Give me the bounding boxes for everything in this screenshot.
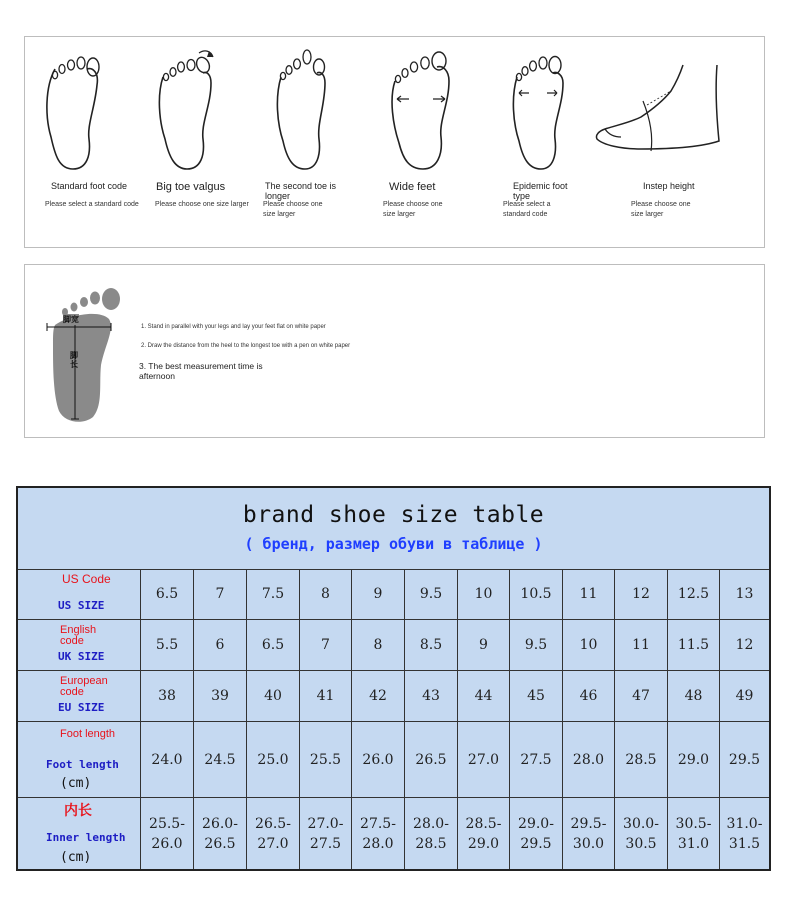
- table-row: [18, 722, 769, 798]
- foot-outline-icon: [39, 285, 129, 425]
- shoe-size-table: [16, 486, 771, 871]
- size-value-cell: 28.0: [563, 722, 615, 797]
- measure-step-3: 3. The best measurement time is afternoon: [139, 361, 263, 381]
- instep-height-foot-icon: [591, 61, 731, 161]
- table-row: [18, 798, 769, 869]
- size-value-cell: 29.5- 30.0: [563, 798, 615, 869]
- size-value-cell: 29.0- 29.5: [510, 798, 563, 869]
- row-label-code: English code: [60, 624, 97, 647]
- foot-type-note: Please select a standard code: [503, 201, 551, 218]
- size-value-cell: 7.5: [247, 569, 300, 619]
- row-label-code: European code: [60, 675, 108, 698]
- size-value-cell: 26.0- 26.5: [194, 798, 247, 869]
- size-value-cell: 27.5- 28.0: [352, 798, 405, 869]
- size-value-cell: 11.5: [668, 620, 720, 670]
- size-value-cell: 10: [563, 620, 615, 670]
- size-value-cell: 9.5: [405, 569, 458, 619]
- foot-type-title: Standard foot code: [51, 181, 128, 191]
- size-value-cell: 48: [668, 671, 720, 721]
- second-toe-longer-foot-icon: [269, 47, 379, 172]
- measurement-panel: [24, 264, 765, 438]
- foot-type-note: Please choose one size larger: [263, 201, 323, 218]
- table-row: [18, 569, 769, 620]
- size-value-cell: 28.5- 29.0: [458, 798, 510, 869]
- row-label-size: Foot length: [46, 758, 119, 771]
- size-value-cell: 24.5: [194, 722, 247, 797]
- row-label-size: UK SIZE: [58, 650, 105, 663]
- big-toe-valgus-foot-icon: [153, 47, 263, 172]
- foot-type-note: Please choose one size larger: [155, 201, 249, 208]
- size-value-cell: 6.5: [247, 620, 300, 670]
- size-table-title: brand shoe size table: [242, 502, 545, 528]
- size-value-cell: 7: [194, 569, 247, 619]
- size-value-cell: 25.5: [300, 722, 352, 797]
- size-value-cell: 46: [563, 671, 615, 721]
- size-value-cell: 26.5: [405, 722, 458, 797]
- row-label-code: 内长: [64, 802, 92, 818]
- foot-type-note: Please choose one size larger: [383, 201, 443, 218]
- size-table-subtitle: ( бренд, размер обуви в таблице ): [244, 535, 543, 553]
- row-label-unit: (cm): [60, 850, 92, 865]
- foot-type-title: Big toe valgus: [156, 181, 226, 193]
- size-value-cell: 42: [352, 671, 405, 721]
- size-value-cell: 8: [300, 569, 352, 619]
- size-value-cell: 43: [405, 671, 458, 721]
- row-header-cell: [18, 671, 141, 721]
- size-value-cell: 10: [458, 569, 510, 619]
- foot-type-title: Instep height: [643, 181, 695, 191]
- size-value-cell: 9.5: [510, 620, 563, 670]
- size-value-cell: 24.0: [141, 722, 194, 797]
- measure-step-1: 1. Stand in parallel with your legs and lay your feet flat on white paper: [141, 324, 326, 330]
- standard-foot-icon: [37, 47, 147, 172]
- size-value-cell: 9: [352, 569, 405, 619]
- table-row: [18, 620, 769, 671]
- row-label-code: US Code: [62, 572, 111, 586]
- size-value-cell: 41: [300, 671, 352, 721]
- size-value-cell: 8.5: [405, 620, 458, 670]
- row-header-cell: [18, 620, 141, 670]
- size-value-cell: 49: [735, 688, 754, 704]
- size-value-cell: 29.0: [668, 722, 720, 797]
- size-value-cell: 6.5: [141, 569, 194, 619]
- size-value-cell: 47: [615, 671, 668, 721]
- size-value-cell: 28.5: [615, 722, 668, 797]
- size-value-cell: 13: [735, 586, 754, 602]
- size-table-header: [18, 488, 769, 570]
- size-value-cell: 10.5: [510, 569, 563, 619]
- size-value-cell: 27.0: [458, 722, 510, 797]
- size-value-cell: 40: [247, 671, 300, 721]
- size-value-cell: 12: [615, 569, 668, 619]
- length-mark: 脚长: [70, 351, 78, 369]
- foot-type-title: Epidemic foot type: [513, 181, 568, 201]
- foot-type-title: Wide feet: [389, 181, 436, 193]
- foot-type-note: Please select a standard code: [45, 201, 139, 208]
- size-value-cell: 39: [194, 671, 247, 721]
- size-value-cell: 28.0- 28.5: [405, 798, 458, 869]
- size-value-cell: 27.0- 27.5: [300, 798, 352, 869]
- foot-types-panel: [24, 36, 765, 248]
- size-value-cell: 30.5- 31.0: [668, 798, 720, 869]
- row-label-code: Foot length: [60, 728, 116, 740]
- size-value-cell: 25.5- 26.0: [141, 798, 194, 869]
- size-value-cell: 11: [615, 620, 668, 670]
- size-value-cell: 9: [458, 620, 510, 670]
- size-value-cell: 25.0: [247, 722, 300, 797]
- size-value-cell: 12.5: [668, 569, 720, 619]
- size-value-cell: 12: [735, 637, 754, 653]
- size-value-cell: 45: [510, 671, 563, 721]
- size-value-cell: 26.5- 27.0: [247, 798, 300, 869]
- row-header-cell: [18, 569, 141, 619]
- size-value-cell: 31.0- 31.5: [726, 815, 763, 852]
- row-label-unit: (cm): [60, 776, 92, 791]
- size-value-cell: 29.5: [728, 751, 761, 768]
- row-header-cell: [18, 722, 141, 797]
- wide-feet-foot-icon: [387, 47, 497, 172]
- foot-type-note: Please choose one size larger: [631, 201, 691, 218]
- size-value-cell: 30.0- 30.5: [615, 798, 668, 869]
- size-value-cell: 7: [300, 620, 352, 670]
- foot-type-title: The second toe is longer: [265, 181, 337, 201]
- size-value-cell: 27.5: [510, 722, 563, 797]
- row-label-size: Inner length: [46, 831, 126, 844]
- size-value-cell: 8: [352, 620, 405, 670]
- size-value-cell: 26.0: [352, 722, 405, 797]
- width-mark: 脚宽: [63, 315, 79, 324]
- table-row: [18, 671, 769, 722]
- size-value-cell: 44: [458, 671, 510, 721]
- row-label-size: US SIZE: [58, 599, 105, 612]
- row-label-size: EU SIZE: [58, 701, 105, 714]
- size-value-cell: 6: [194, 620, 247, 670]
- row-header-cell: [18, 798, 141, 869]
- measure-step-2: 2. Draw the distance from the heel to the longest toe with a pen on white paper: [141, 343, 351, 349]
- size-value-cell: 38: [141, 671, 194, 721]
- size-value-cell: 5.5: [141, 620, 194, 670]
- size-value-cell: 11: [563, 569, 615, 619]
